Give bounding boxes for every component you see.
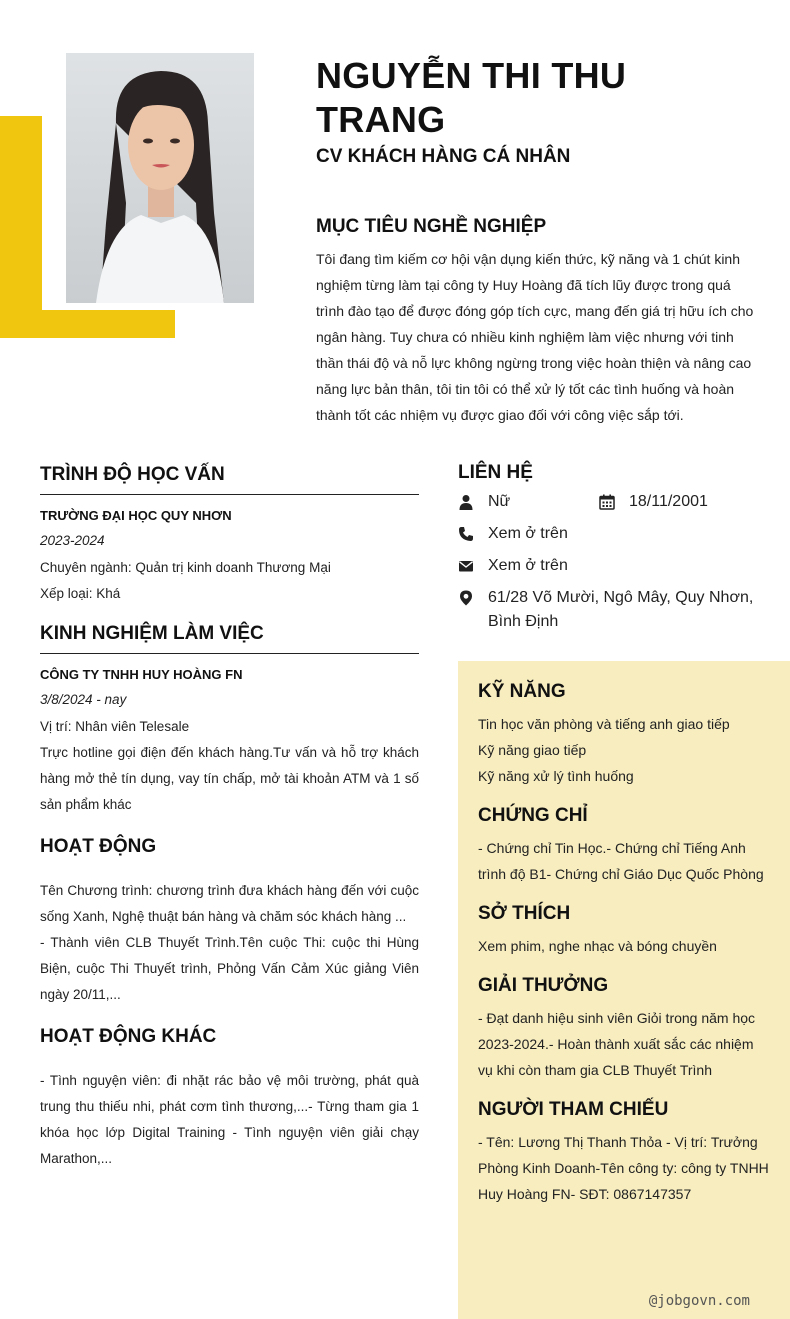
sidebar-panel bbox=[458, 661, 790, 1319]
experience-company: CÔNG TY TNHH HUY HOÀNG FN bbox=[40, 667, 243, 682]
references-section bbox=[478, 1099, 770, 1207]
skills-section bbox=[478, 681, 770, 789]
location-icon bbox=[458, 590, 474, 606]
contact-row-email bbox=[458, 554, 768, 578]
hobbies-section bbox=[478, 903, 770, 959]
references-title: NGƯỜI THAM CHIẾU bbox=[478, 1099, 669, 1120]
activities-paragraph-2: - Thành viên CLB Thuyết Trình.Tên cuộc Thi: cuộc thi Hùng Biện, cuộc Thi Thuyết trình, Phỏng Vấn Cảm Xúc giảng Viên ngày 20/11,... bbox=[40, 935, 419, 1002]
candidate-name: NGUYỄN THI THU TRANG bbox=[316, 55, 627, 140]
contact-section bbox=[458, 462, 768, 642]
education-school: TRƯỜNG ĐẠI HỌC QUY NHƠN bbox=[40, 508, 232, 523]
contact-address: 61/28 Võ Mười, Ngô Mây, Quy Nhơn, Bình Định bbox=[488, 589, 754, 630]
experience-period: 3/8/2024 - nay bbox=[40, 692, 127, 707]
contact-row-gender-birthday bbox=[458, 490, 768, 514]
certificates-text: - Chứng chỉ Tin Học.- Chứng chỉ Tiếng Anh trình độ B1- Chứng chỉ Giáo Dục Quốc Phòng bbox=[478, 840, 764, 882]
activities-paragraph-1: Tên Chương trình: chương trình đưa khách hàng đến với cuộc sống Xanh, Nghệ thuật bán hàng và chăm sóc khách hàng ... bbox=[40, 883, 419, 924]
calendar-icon bbox=[599, 494, 615, 510]
awards-section bbox=[478, 975, 770, 1083]
contact-email: Xem ở trên bbox=[488, 557, 568, 574]
references-text: - Tên: Lương Thị Thanh Thỏa - Vị trí: Trưởng Phòng Kinh Doanh-Tên công ty: công ty TNHH Huy Hoàng FN- SĐT: 0867147357 bbox=[478, 1134, 769, 1202]
contact-gender: Nữ bbox=[488, 493, 511, 510]
contact-row-phone bbox=[458, 522, 768, 546]
cv-subtitle: CV KHÁCH HÀNG CÁ NHÂN bbox=[316, 146, 571, 167]
contact-row-address bbox=[458, 586, 768, 634]
education-rank: Xếp loại: Khá bbox=[40, 586, 121, 601]
mail-icon bbox=[458, 558, 474, 574]
phone-icon bbox=[458, 526, 474, 542]
certificates-section bbox=[478, 805, 770, 887]
watermark: @jobgovn.com bbox=[648, 1293, 750, 1309]
contact-phone: Xem ở trên bbox=[488, 525, 568, 542]
other-activities-title: HOẠT ĐỘNG KHÁC bbox=[40, 1026, 217, 1047]
education-period: 2023-2024 bbox=[40, 533, 105, 548]
certificates-title: CHỨNG CHỈ bbox=[478, 805, 588, 826]
education-major: Chuyên ngành: Quản trị kinh doanh Thương Mại bbox=[40, 560, 331, 575]
contact-birthday: 18/11/2001 bbox=[629, 493, 708, 510]
hobbies-title: SỞ THÍCH bbox=[478, 903, 571, 924]
skill-item: Kỹ năng giao tiếp bbox=[478, 742, 587, 758]
objective-title: MỤC TIÊU NGHỀ NGHIỆP bbox=[316, 216, 547, 237]
experience-title: KINH NGHIỆM LÀM VIỆC bbox=[40, 623, 419, 654]
skill-item: Kỹ năng xử lý tình huống bbox=[478, 768, 634, 784]
accent-bar-horizontal bbox=[0, 310, 175, 338]
education-title: TRÌNH ĐỘ HỌC VẤN bbox=[40, 464, 419, 495]
awards-text: - Đạt danh hiệu sinh viên Giỏi trong năm học 2023-2024.- Hoàn thành xuất sắc các nhiệm vụ khi còn tham gia CLB Thuyết Trình bbox=[478, 1010, 756, 1078]
experience-description: Trực hotline gọi điện đến khách hàng.Tư vấn và hỗ trợ khách hàng mở thẻ tín dụng, vay tín chấp, mở tài khoản ATM và 1 số sản phẩm khác bbox=[40, 745, 419, 812]
awards-title: GIẢI THƯỞNG bbox=[478, 975, 609, 996]
contact-title: LIÊN HỆ bbox=[458, 462, 533, 483]
skills-title: KỸ NĂNG bbox=[478, 681, 566, 702]
profile-photo bbox=[66, 53, 254, 303]
other-activities-text: - Tình nguyện viên: đi nhặt rác bảo vệ môi trường, phát quà trung thu thiếu nhi, phát cơm tình thương,...- Từng tham gia 1 khóa học lớp Digital Training - Tình nguyện viên giải chạy Marathon,... bbox=[40, 1073, 419, 1166]
skill-item: Tin học văn phòng và tiếng anh giao tiếp bbox=[478, 716, 730, 732]
objective-text: Tôi đang tìm kiếm cơ hội vận dụng kiến thức, kỹ năng và 1 chút kinh nghiệm từng làm tại công ty Huy Hoàng đã tích lũy được trong quá trình đào tạo để được đóng góp tích cực, mang đến giá trị hữu ích cho ngân hàng. Tuy chưa có nhiều kinh nghiệm làm việc nhưng với tinh thần thái độ và nỗ lực không ngừng trong việc hoàn thiện và nâng cao năng lực bản thân, tôi tin tôi có thể xử lý tốt các tình huống và hoàn thành tốt các nhiệm vụ được giao đối với công việc sắp tới. bbox=[316, 251, 754, 423]
experience-position: Vị trí: Nhân viên Telesale bbox=[40, 719, 190, 734]
accent-bar-vertical bbox=[0, 116, 42, 338]
person-icon bbox=[458, 494, 474, 510]
hobbies-text: Xem phim, nghe nhạc và bóng chuyền bbox=[478, 938, 717, 954]
activities-title: HOẠT ĐỘNG bbox=[40, 836, 157, 857]
left-column bbox=[40, 464, 419, 1172]
